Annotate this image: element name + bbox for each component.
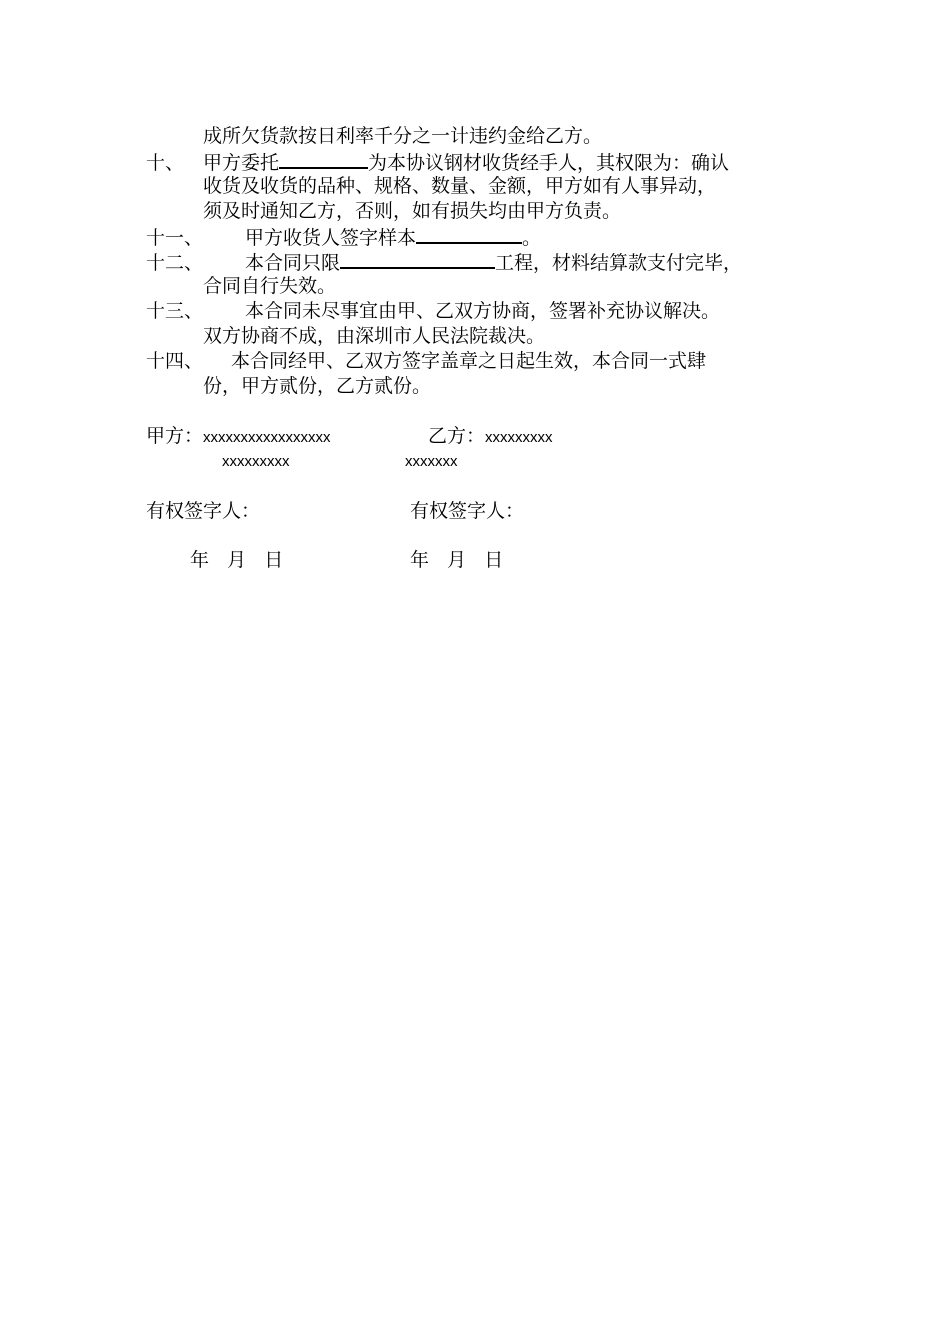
clause-13-number: 十三、	[146, 300, 204, 322]
clause-10-text-a: 甲方委托	[203, 152, 280, 174]
party-b-label: 乙方：	[428, 425, 486, 447]
clause-14	[146, 349, 706, 374]
clause-10-text-b: 为本协议钢材收货经手人，其权限为：确认	[368, 152, 730, 174]
project-name-blank[interactable]	[340, 249, 495, 269]
clause-13-text-l2: 双方协商不成，由深圳市人民法院裁决。	[203, 325, 546, 347]
clause-9-continuation	[203, 124, 602, 149]
party-a-name: xxxxxxxxxxxxxxxxx	[203, 429, 331, 446]
clause-14-text-l2: 份，甲方贰份，乙方贰份。	[203, 375, 432, 397]
party-b-date: 年 月 日	[410, 549, 504, 571]
signature-sample-blank[interactable]	[416, 224, 522, 244]
party-b-name-line-2: xxxxxxx	[405, 453, 458, 470]
clause-10-text-l3: 须及时通知乙方，否则，如有损失均由甲方负责。	[203, 200, 622, 222]
clause-10-number: 十、	[146, 152, 185, 174]
clause-14-line-2	[203, 374, 431, 399]
party-b-signer-label: 有权签字人：	[410, 500, 525, 522]
party-a	[146, 424, 331, 450]
clause-9-text: 成所欠货款按日利率千分之一计违约金给乙方。	[203, 125, 603, 147]
clause-12-text-a: 本合同只限	[245, 252, 341, 274]
clause-11-text-a: 甲方收货人签字样本	[245, 227, 417, 249]
party-a-label: 甲方：	[146, 425, 204, 447]
clause-10-line-3	[203, 199, 621, 224]
clause-12-number: 十二、	[146, 252, 204, 274]
party-a-date: 年 月 日	[190, 549, 284, 571]
clause-13-text-a: 本合同未尽事宜由甲、乙双方协商，签署补充协议解决。	[245, 300, 721, 322]
clause-13	[146, 299, 720, 324]
clause-12	[146, 249, 742, 276]
clause-11-text-b: 。	[522, 227, 542, 249]
party-a-signer-label: 有权签字人：	[146, 500, 261, 522]
party-b-name: xxxxxxxxx	[485, 429, 553, 446]
clause-12-line-2	[203, 274, 336, 299]
clause-10-line-2	[203, 174, 716, 199]
clause-12-text-l2: 合同自行失效。	[203, 275, 337, 297]
clause-13-line-2	[203, 324, 545, 349]
clause-11-number: 十一、	[146, 227, 204, 249]
clause-11	[146, 224, 541, 251]
party-b	[428, 424, 553, 450]
clause-10	[146, 149, 729, 176]
clause-14-text-a: 本合同经甲、乙双方签字盖章之日起生效，本合同一式肆	[231, 350, 707, 372]
clause-12-text-b: 工程，材料结算款支付完毕，	[495, 252, 743, 274]
agent-name-blank[interactable]	[279, 149, 368, 169]
clause-10-text-l2: 收货及收货的品种、规格、数量、金额，甲方如有人事异动，	[203, 175, 717, 197]
party-a-name-line-2: xxxxxxxxx	[222, 453, 290, 470]
clause-14-number: 十四、	[146, 350, 204, 372]
